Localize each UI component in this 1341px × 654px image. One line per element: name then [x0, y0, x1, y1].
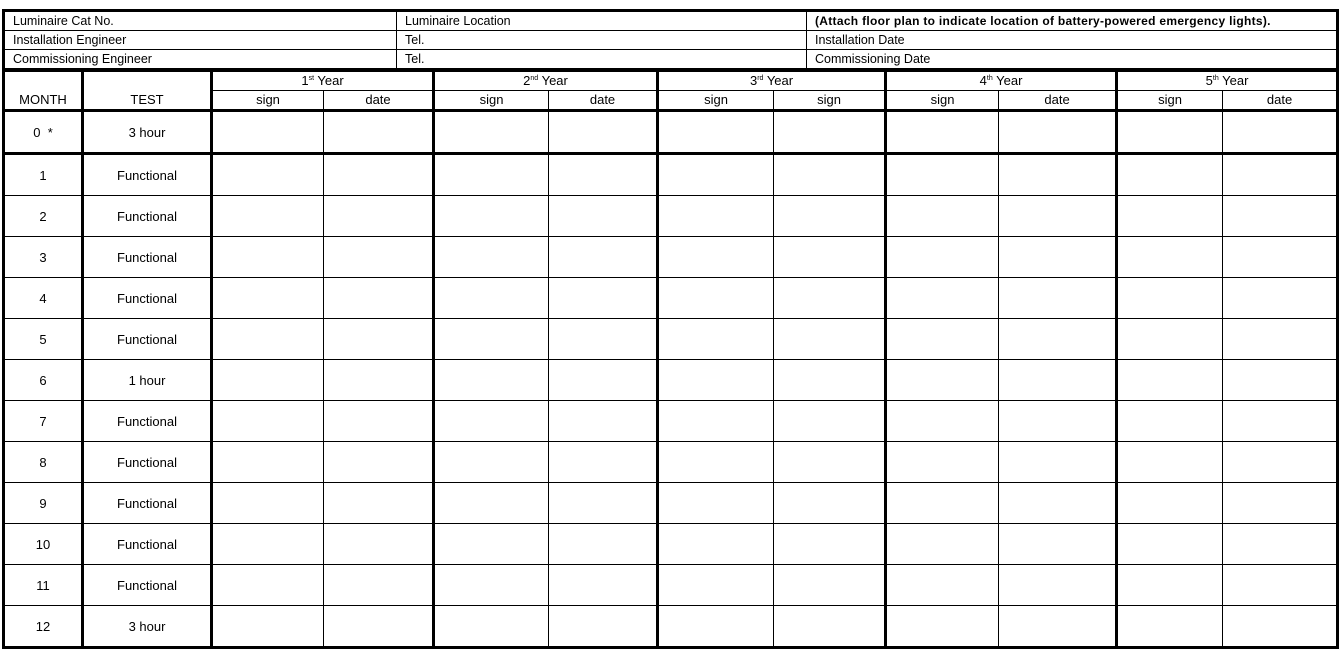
year-1-sign-entry-cell[interactable]	[212, 278, 324, 319]
year-4-sign-entry-cell[interactable]	[886, 278, 999, 319]
table-row	[4, 278, 1338, 319]
info-row	[4, 31, 1338, 50]
year-1-date-entry-cell[interactable]	[324, 196, 434, 237]
commissioning-engineer-tel-field[interactable]: Tel.	[397, 50, 807, 69]
year-4-sign-entry-cell[interactable]	[886, 154, 999, 196]
table-row	[4, 565, 1338, 606]
year-4-date-entry-cell[interactable]	[999, 278, 1117, 319]
floor-plan-note: (Attach floor plan to indicate location of battery-powered emergency lights).	[807, 11, 1338, 31]
test-log-grid	[2, 69, 1339, 649]
month-header: MONTH	[4, 71, 83, 111]
year-3-sign-entry-cell[interactable]	[658, 319, 774, 360]
year-3-sign-entry-cell[interactable]	[658, 606, 774, 648]
commissioning-engineer-field[interactable]: Commissioning Engineer	[4, 50, 397, 69]
year-4-sign-entry-cell[interactable]	[886, 565, 999, 606]
year-3-sign-entry-cell[interactable]	[658, 237, 774, 278]
month-cell: 5	[4, 319, 83, 360]
year-1-sign-entry-cell[interactable]	[212, 154, 324, 196]
year-2-sign-entry-cell[interactable]	[434, 442, 549, 483]
year-number: 4	[979, 73, 987, 88]
month-cell: 11	[4, 565, 83, 606]
year-ordinal-suffix: rd	[757, 75, 764, 82]
year-3-sign-header: sign	[658, 91, 774, 111]
year-number: 1	[301, 73, 309, 88]
year-2-sign-entry-cell[interactable]	[434, 319, 549, 360]
year-2-date-entry-cell[interactable]	[549, 524, 658, 565]
year-5-date-entry-cell[interactable]	[1223, 483, 1338, 524]
year-label: Year	[766, 73, 794, 88]
year-5-date-entry-cell[interactable]	[1223, 606, 1338, 648]
test-type-cell: Functional	[83, 237, 212, 278]
year-2-sign-entry-cell[interactable]	[434, 401, 549, 442]
year-5-date-entry-cell[interactable]	[1223, 360, 1338, 401]
table-row	[4, 360, 1338, 401]
year-5-date-entry-cell[interactable]	[1223, 154, 1338, 196]
year-4-sign-entry-cell[interactable]	[886, 196, 999, 237]
year-ordinal-suffix: st	[308, 75, 315, 82]
year-3-header	[658, 71, 886, 91]
year-number: 5	[1205, 73, 1213, 88]
year-3-sign-entry-cell[interactable]	[774, 401, 886, 442]
year-2-date-entry-cell[interactable]	[549, 483, 658, 524]
year-2-date-entry-cell[interactable]	[549, 196, 658, 237]
year-3-sign-entry-cell[interactable]	[774, 111, 886, 154]
year-2-date-entry-cell[interactable]	[549, 606, 658, 648]
year-1-sign-entry-cell[interactable]	[212, 196, 324, 237]
year-3-sign-entry-cell[interactable]	[774, 196, 886, 237]
year-3-sign-entry-cell[interactable]	[774, 442, 886, 483]
year-2-sign-header: sign	[434, 91, 549, 111]
year-3-sign-entry-cell[interactable]	[658, 278, 774, 319]
test-type-cell: Functional	[83, 401, 212, 442]
year-4-date-entry-cell[interactable]	[999, 319, 1117, 360]
year-1-date-entry-cell[interactable]	[324, 360, 434, 401]
year-3-sign-entry-cell[interactable]	[774, 278, 886, 319]
year-4-sign-entry-cell[interactable]	[886, 524, 999, 565]
year-5-date-entry-cell[interactable]	[1223, 196, 1338, 237]
year-4-sign-entry-cell[interactable]	[886, 111, 999, 154]
year-4-date-entry-cell[interactable]	[999, 606, 1117, 648]
table-row	[4, 442, 1338, 483]
year-5-date-entry-cell[interactable]	[1223, 442, 1338, 483]
year-label: Year	[541, 73, 568, 88]
year-2-date-entry-cell[interactable]	[549, 442, 658, 483]
year-5-sign-entry-cell[interactable]	[1117, 319, 1223, 360]
month-cell: 6	[4, 360, 83, 401]
year-1-date-entry-cell[interactable]	[324, 237, 434, 278]
year-5-sign-entry-cell[interactable]	[1117, 196, 1223, 237]
test-type-cell: Functional	[83, 319, 212, 360]
year-2-sign-entry-cell[interactable]	[434, 154, 549, 196]
year-4-date-entry-cell[interactable]	[999, 360, 1117, 401]
month-cell: 10	[4, 524, 83, 565]
year-1-date-entry-cell[interactable]	[324, 111, 434, 154]
year-number: 2	[523, 73, 531, 88]
year-5-sign-entry-cell[interactable]	[1117, 401, 1223, 442]
year-2-date-entry-cell[interactable]	[549, 319, 658, 360]
year-2-sign-entry-cell[interactable]	[434, 360, 549, 401]
year-1-sign-entry-cell[interactable]	[212, 483, 324, 524]
year-2-date-entry-cell[interactable]	[549, 278, 658, 319]
year-5-sign-entry-cell[interactable]	[1117, 360, 1223, 401]
year-label: Year	[1222, 73, 1249, 88]
year-1-date-entry-cell[interactable]	[324, 606, 434, 648]
year-2-date-entry-cell[interactable]	[549, 360, 658, 401]
test-type-cell: 3 hour	[83, 606, 212, 648]
year-2-date-header: date	[549, 91, 658, 111]
test-type-cell: Functional	[83, 154, 212, 196]
year-label: Year	[996, 73, 1023, 88]
table-row	[4, 606, 1338, 648]
test-type-cell: 1 hour	[83, 360, 212, 401]
year-5-sign-entry-cell[interactable]	[1117, 237, 1223, 278]
year-1-date-entry-cell[interactable]	[324, 524, 434, 565]
year-3-sign-entry-cell[interactable]	[658, 524, 774, 565]
year-4-sign-entry-cell[interactable]	[886, 606, 999, 648]
year-1-date-entry-cell[interactable]	[324, 483, 434, 524]
test-type-cell: Functional	[83, 483, 212, 524]
month-cell: 2	[4, 196, 83, 237]
year-3-sign-entry-cell[interactable]	[658, 442, 774, 483]
commissioning-date-field[interactable]: Commissioning Date	[807, 50, 1338, 69]
year-5-date-entry-cell[interactable]	[1223, 111, 1338, 154]
month-cell: 9	[4, 483, 83, 524]
year-header-row	[4, 71, 1338, 91]
year-5-date-entry-cell[interactable]	[1223, 278, 1338, 319]
year-3-sign-entry-cell[interactable]	[658, 483, 774, 524]
year-1-sign-entry-cell[interactable]	[212, 524, 324, 565]
year-ordinal-suffix: th	[986, 75, 993, 82]
month-cell: 3	[4, 237, 83, 278]
year-2-sign-entry-cell[interactable]	[434, 565, 549, 606]
year-3-sign-entry-cell[interactable]	[774, 483, 886, 524]
month-cell: 7	[4, 401, 83, 442]
year-3-sign-entry-cell[interactable]	[658, 196, 774, 237]
year-2-date-entry-cell[interactable]	[549, 565, 658, 606]
table-row	[4, 483, 1338, 524]
year-ordinal-suffix: nd	[530, 75, 539, 82]
year-1-date-entry-cell[interactable]	[324, 319, 434, 360]
info-row	[4, 50, 1338, 69]
year-5-sign-entry-cell[interactable]	[1117, 565, 1223, 606]
year-4-date-entry-cell[interactable]	[999, 401, 1117, 442]
year-3-sign-entry-cell[interactable]	[774, 565, 886, 606]
table-row	[4, 154, 1338, 196]
month-cell: 0 *	[4, 111, 83, 154]
year-1-sign-header: sign	[212, 91, 324, 111]
year-1-header	[212, 71, 434, 91]
year-number: 3	[749, 73, 758, 88]
year-3-sign-entry-cell[interactable]	[658, 154, 774, 196]
year-ordinal-suffix: th	[1212, 75, 1219, 82]
year-5-header	[1117, 71, 1338, 91]
year-3-sign-entry-cell[interactable]	[774, 360, 886, 401]
year-4-date-entry-cell[interactable]	[999, 524, 1117, 565]
year-3-sign-entry-cell[interactable]	[658, 360, 774, 401]
year-label: Year	[317, 73, 344, 88]
month-cell: 4	[4, 278, 83, 319]
year-1-date-entry-cell[interactable]	[324, 565, 434, 606]
year-4-sign-entry-cell[interactable]	[886, 237, 999, 278]
month-cell: 1	[4, 154, 83, 196]
year-5-date-entry-cell[interactable]	[1223, 565, 1338, 606]
year-5-date-entry-cell[interactable]	[1223, 524, 1338, 565]
year-1-sign-entry-cell[interactable]	[212, 401, 324, 442]
year-5-date-header: date	[1223, 91, 1338, 111]
year-2-sign-entry-cell[interactable]	[434, 483, 549, 524]
year-2-sign-entry-cell[interactable]	[434, 278, 549, 319]
installation-date-field[interactable]: Installation Date	[807, 31, 1338, 50]
year-4-sign-entry-cell[interactable]	[886, 442, 999, 483]
year-4-sign-entry-cell[interactable]	[886, 319, 999, 360]
year-3-sign-entry-cell[interactable]	[658, 401, 774, 442]
year-5-date-entry-cell[interactable]	[1223, 237, 1338, 278]
month-cell: 8	[4, 442, 83, 483]
table-row	[4, 319, 1338, 360]
year-2-date-entry-cell[interactable]	[549, 154, 658, 196]
luminaire-cat-no-field[interactable]: Luminaire Cat No.	[4, 11, 397, 31]
year-2-sign-entry-cell[interactable]	[434, 111, 549, 154]
test-type-cell: Functional	[83, 196, 212, 237]
year-1-sign-entry-cell[interactable]	[212, 442, 324, 483]
year-5-sign-entry-cell[interactable]	[1117, 606, 1223, 648]
year-5-sign-entry-cell[interactable]	[1117, 524, 1223, 565]
table-row	[4, 196, 1338, 237]
luminaire-location-field[interactable]: Luminaire Location	[397, 11, 807, 31]
month-cell: 12	[4, 606, 83, 648]
year-4-sign-entry-cell[interactable]	[886, 401, 999, 442]
year-1-date-entry-cell[interactable]	[324, 442, 434, 483]
year-3-sign-entry-cell[interactable]	[774, 606, 886, 648]
year-5-sign-header: sign	[1117, 91, 1223, 111]
year-4-header	[886, 71, 1117, 91]
year-4-date-entry-cell[interactable]	[999, 196, 1117, 237]
year-4-date-entry-cell[interactable]	[999, 565, 1117, 606]
test-type-cell: Functional	[83, 442, 212, 483]
year-1-sign-entry-cell[interactable]	[212, 319, 324, 360]
year-4-date-entry-cell[interactable]	[999, 237, 1117, 278]
year-5-date-entry-cell[interactable]	[1223, 319, 1338, 360]
year-3-sign-entry-cell[interactable]	[774, 237, 886, 278]
year-5-sign-entry-cell[interactable]	[1117, 483, 1223, 524]
year-5-sign-entry-cell[interactable]	[1117, 442, 1223, 483]
year-2-header	[434, 71, 658, 91]
year-2-sign-entry-cell[interactable]	[434, 237, 549, 278]
year-4-sign-header: sign	[886, 91, 999, 111]
year-1-date-entry-cell[interactable]	[324, 278, 434, 319]
year-2-sign-entry-cell[interactable]	[434, 196, 549, 237]
year-1-date-entry-cell[interactable]	[324, 154, 434, 196]
table-row	[4, 524, 1338, 565]
table-row	[4, 237, 1338, 278]
year-1-sign-entry-cell[interactable]	[212, 111, 324, 154]
year-4-date-entry-cell[interactable]	[999, 442, 1117, 483]
year-3-sign-entry-cell[interactable]	[774, 154, 886, 196]
year-5-sign-entry-cell[interactable]	[1117, 278, 1223, 319]
year-3-sign-entry-cell[interactable]	[774, 319, 886, 360]
year-1-sign-entry-cell[interactable]	[212, 360, 324, 401]
year-5-sign-entry-cell[interactable]	[1117, 111, 1223, 154]
year-1-sign-entry-cell[interactable]	[212, 565, 324, 606]
year-4-date-entry-cell[interactable]	[999, 111, 1117, 154]
year-4-sign-entry-cell[interactable]	[886, 483, 999, 524]
test-type-cell: Functional	[83, 524, 212, 565]
info-row	[4, 11, 1338, 31]
emergency-lighting-log-form	[2, 9, 1336, 649]
table-row	[4, 111, 1338, 154]
year-5-date-entry-cell[interactable]	[1223, 401, 1338, 442]
year-4-date-header: date	[999, 91, 1117, 111]
year-1-date-entry-cell[interactable]	[324, 401, 434, 442]
year-4-date-entry-cell[interactable]	[999, 483, 1117, 524]
year-1-sign-entry-cell[interactable]	[212, 606, 324, 648]
test-type-cell: Functional	[83, 278, 212, 319]
year-5-sign-entry-cell[interactable]	[1117, 154, 1223, 196]
year-3-sign-header: sign	[774, 91, 886, 111]
year-3-sign-entry-cell[interactable]	[658, 565, 774, 606]
test-type-cell: Functional	[83, 565, 212, 606]
year-2-date-entry-cell[interactable]	[549, 237, 658, 278]
test-header: TEST	[83, 71, 212, 111]
year-4-date-entry-cell[interactable]	[999, 154, 1117, 196]
year-2-date-entry-cell[interactable]	[549, 401, 658, 442]
test-type-cell: 3 hour	[83, 111, 212, 154]
year-2-date-entry-cell[interactable]	[549, 111, 658, 154]
info-section	[2, 9, 1339, 69]
year-1-date-header: date	[324, 91, 434, 111]
installation-engineer-field[interactable]: Installation Engineer	[4, 31, 397, 50]
year-3-sign-entry-cell[interactable]	[658, 111, 774, 154]
table-row	[4, 401, 1338, 442]
year-4-sign-entry-cell[interactable]	[886, 360, 999, 401]
year-2-sign-entry-cell[interactable]	[434, 606, 549, 648]
year-3-sign-entry-cell[interactable]	[774, 524, 886, 565]
year-1-sign-entry-cell[interactable]	[212, 237, 324, 278]
installation-engineer-tel-field[interactable]: Tel.	[397, 31, 807, 50]
year-2-sign-entry-cell[interactable]	[434, 524, 549, 565]
